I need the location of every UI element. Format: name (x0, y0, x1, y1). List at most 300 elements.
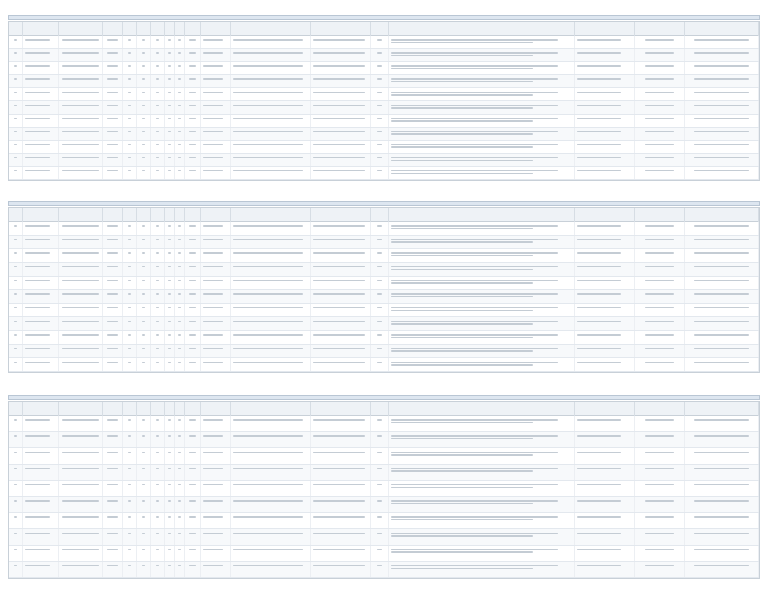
column-header (185, 208, 201, 222)
text-placeholder (391, 241, 533, 242)
text-placeholder (391, 503, 533, 504)
table-cell (175, 529, 185, 544)
table-cell (311, 141, 371, 153)
table-cell (311, 529, 371, 544)
table-cell (635, 432, 685, 447)
table-cell (175, 277, 185, 290)
text-placeholder (128, 118, 132, 119)
table-cell (685, 432, 759, 447)
table-cell (231, 101, 311, 113)
text-placeholder (203, 52, 223, 53)
text-placeholder (156, 549, 160, 550)
table-cell (201, 236, 231, 249)
text-placeholder (694, 39, 749, 40)
table-cell (575, 115, 635, 127)
table-cell (9, 416, 23, 431)
column-header (151, 208, 165, 222)
text-placeholder (156, 321, 160, 322)
table-cell (59, 304, 103, 317)
text-placeholder (694, 348, 749, 349)
table-cell (575, 546, 635, 561)
table-cell (123, 465, 137, 480)
table-cell (151, 416, 165, 431)
text-placeholder (178, 549, 180, 550)
text-placeholder (391, 419, 558, 420)
text-placeholder (25, 500, 50, 501)
table-cell (123, 448, 137, 463)
column-header (123, 208, 137, 222)
column-header (175, 402, 185, 416)
table-cell (165, 529, 175, 544)
table-cell (59, 222, 103, 235)
table-cell (231, 75, 311, 87)
text-placeholder (391, 52, 558, 53)
table-cell (231, 465, 311, 480)
text-placeholder (62, 549, 100, 550)
table-row[interactable] (9, 416, 759, 432)
text-placeholder (168, 435, 170, 436)
table-cell (165, 236, 175, 249)
table-header (9, 208, 759, 222)
table-row[interactable] (9, 529, 759, 545)
table-row[interactable] (9, 465, 759, 481)
table-row[interactable] (9, 290, 759, 304)
table-cell (185, 317, 201, 330)
table-cell (151, 141, 165, 153)
table-cell (9, 249, 23, 262)
table-row[interactable] (9, 481, 759, 497)
text-placeholder (233, 170, 303, 171)
table-cell (635, 101, 685, 113)
text-placeholder (128, 239, 132, 240)
text-placeholder (377, 321, 382, 322)
table-cell (311, 88, 371, 100)
text-placeholder (203, 252, 223, 253)
text-placeholder (25, 252, 50, 253)
text-placeholder (645, 239, 673, 240)
table-cell (185, 529, 201, 544)
table-cell (231, 416, 311, 431)
text-placeholder (189, 280, 197, 281)
table-cell (151, 154, 165, 166)
table-cell (137, 277, 151, 290)
table-row[interactable] (9, 432, 759, 448)
text-placeholder (156, 468, 160, 469)
table-cell (165, 75, 175, 87)
text-placeholder (168, 500, 170, 501)
text-placeholder (189, 65, 197, 66)
text-placeholder (142, 533, 146, 534)
table-cell (9, 263, 23, 276)
text-placeholder (577, 266, 621, 267)
table-row[interactable] (9, 36, 759, 49)
table-cell (311, 154, 371, 166)
text-placeholder (107, 533, 117, 534)
text-placeholder (203, 549, 223, 550)
table-cell (165, 115, 175, 127)
text-placeholder (128, 516, 132, 517)
text-placeholder (168, 170, 170, 171)
text-placeholder (14, 52, 18, 53)
text-placeholder (107, 239, 117, 240)
table-cell (165, 101, 175, 113)
text-placeholder (203, 39, 223, 40)
table-cell (575, 62, 635, 74)
text-placeholder (203, 266, 223, 267)
table-cell (151, 497, 165, 512)
text-placeholder (14, 348, 18, 349)
table-cell (123, 481, 137, 496)
text-placeholder (178, 565, 180, 566)
text-placeholder (577, 92, 621, 93)
text-placeholder (203, 293, 223, 294)
text-placeholder (168, 348, 170, 349)
text-placeholder (178, 468, 180, 469)
table-cell (59, 141, 103, 153)
text-placeholder (391, 160, 533, 161)
text-placeholder (391, 78, 558, 79)
table-cell (635, 562, 685, 577)
text-placeholder (189, 131, 197, 132)
text-placeholder (391, 321, 558, 322)
table-cell (103, 317, 123, 330)
table-cell (185, 416, 201, 431)
text-placeholder (128, 549, 132, 550)
text-placeholder (62, 533, 100, 534)
table-cell (185, 290, 201, 303)
text-placeholder (107, 280, 117, 281)
text-placeholder (233, 239, 303, 240)
section-band (8, 201, 760, 206)
text-placeholder (178, 516, 180, 517)
table-cell (635, 167, 685, 179)
text-placeholder (168, 419, 170, 420)
text-placeholder (577, 435, 621, 436)
text-placeholder (577, 225, 621, 226)
text-placeholder (313, 225, 365, 226)
text-placeholder (645, 516, 673, 517)
table-cell (151, 432, 165, 447)
table-row[interactable] (9, 49, 759, 62)
text-placeholder (391, 282, 533, 283)
table-cell (165, 465, 175, 480)
text-placeholder (391, 92, 558, 93)
text-placeholder (577, 307, 621, 308)
table-row[interactable] (9, 249, 759, 263)
text-placeholder (156, 65, 160, 66)
text-placeholder (107, 307, 117, 308)
text-placeholder (391, 120, 533, 121)
text-placeholder (107, 118, 117, 119)
table-cell (137, 290, 151, 303)
table-cell (151, 529, 165, 544)
table-row[interactable] (9, 222, 759, 236)
text-placeholder (694, 252, 749, 253)
table-cell (201, 331, 231, 344)
table-cell (123, 529, 137, 544)
table-row[interactable] (9, 263, 759, 277)
table-cell (389, 497, 575, 512)
text-placeholder (156, 39, 160, 40)
table-row[interactable] (9, 331, 759, 345)
table-row[interactable] (9, 141, 759, 154)
table-cell (389, 345, 575, 358)
table-cell (311, 304, 371, 317)
table-cell (635, 222, 685, 235)
table-cell (231, 141, 311, 153)
table-cell (175, 236, 185, 249)
text-placeholder (377, 225, 382, 226)
table-cell (123, 101, 137, 113)
text-placeholder (233, 321, 303, 322)
table-cell (389, 331, 575, 344)
table-cell (9, 331, 23, 344)
text-placeholder (25, 144, 50, 145)
text-placeholder (233, 144, 303, 145)
text-placeholder (577, 131, 621, 132)
table-cell (201, 101, 231, 113)
text-placeholder (377, 157, 382, 158)
text-placeholder (313, 170, 365, 171)
text-placeholder (577, 52, 621, 53)
table-cell (59, 546, 103, 561)
table-cell (201, 62, 231, 74)
table-row[interactable] (9, 358, 759, 372)
table-cell (137, 263, 151, 276)
text-placeholder (391, 334, 558, 335)
table-cell (137, 88, 151, 100)
column-header (371, 402, 389, 416)
table-cell (151, 36, 165, 48)
table-row[interactable] (9, 277, 759, 291)
table-cell (575, 562, 635, 577)
table-row[interactable] (9, 513, 759, 529)
table-row[interactable] (9, 304, 759, 318)
text-placeholder (391, 551, 533, 552)
table-cell (103, 115, 123, 127)
table-cell (231, 62, 311, 74)
table-row[interactable] (9, 562, 759, 578)
table-cell (123, 49, 137, 61)
table-cell (389, 36, 575, 48)
table-cell (311, 290, 371, 303)
text-placeholder (645, 170, 673, 171)
text-placeholder (313, 157, 365, 158)
table-cell (231, 154, 311, 166)
text-placeholder (62, 435, 100, 436)
text-placeholder (313, 105, 365, 106)
table-cell (151, 49, 165, 61)
column-header (23, 22, 59, 36)
table-cell (151, 331, 165, 344)
column-header (389, 22, 575, 36)
table-cell (185, 345, 201, 358)
table-cell (311, 62, 371, 74)
table-cell (185, 36, 201, 48)
table-cell (575, 331, 635, 344)
text-placeholder (189, 39, 197, 40)
column-header (635, 22, 685, 36)
text-placeholder (14, 39, 18, 40)
table-cell (175, 88, 185, 100)
text-placeholder (645, 92, 673, 93)
table-cell (685, 448, 759, 463)
table-cell (137, 513, 151, 528)
text-placeholder (168, 52, 170, 53)
table-row[interactable] (9, 317, 759, 331)
table-cell (103, 141, 123, 153)
text-placeholder (391, 173, 533, 174)
text-placeholder (142, 348, 146, 349)
table-cell (201, 432, 231, 447)
table-cell (175, 416, 185, 431)
column-header (635, 402, 685, 416)
text-placeholder (313, 252, 365, 253)
table-cell (165, 277, 175, 290)
text-placeholder (391, 519, 533, 520)
text-placeholder (189, 419, 197, 420)
text-placeholder (142, 157, 146, 158)
table-cell (137, 115, 151, 127)
text-placeholder (168, 280, 170, 281)
text-placeholder (694, 65, 749, 66)
table-cell (685, 465, 759, 480)
text-placeholder (25, 131, 50, 132)
table-row[interactable] (9, 154, 759, 167)
text-placeholder (391, 348, 558, 349)
table-row[interactable] (9, 101, 759, 114)
table-cell (23, 513, 59, 528)
table-row[interactable] (9, 62, 759, 75)
table-cell (371, 249, 389, 262)
table-cell (165, 154, 175, 166)
text-placeholder (313, 39, 365, 40)
section-band (8, 15, 760, 20)
text-placeholder (168, 533, 170, 534)
text-placeholder (233, 500, 303, 501)
text-placeholder (391, 118, 558, 119)
text-placeholder (377, 252, 382, 253)
table-cell (137, 432, 151, 447)
table-cell (635, 263, 685, 276)
table-cell (123, 432, 137, 447)
text-placeholder (156, 293, 160, 294)
text-placeholder (25, 266, 50, 267)
table-cell (635, 290, 685, 303)
table-cell (23, 128, 59, 140)
text-placeholder (178, 321, 180, 322)
table-cell (231, 432, 311, 447)
text-placeholder (107, 549, 117, 550)
text-placeholder (14, 157, 18, 158)
table-cell (231, 36, 311, 48)
table-row[interactable] (9, 88, 759, 101)
table-row[interactable] (9, 448, 759, 464)
section-title (8, 384, 208, 394)
table-cell (137, 128, 151, 140)
table-cell (137, 236, 151, 249)
table-cell (575, 277, 635, 290)
table-cell (175, 49, 185, 61)
table-cell (137, 497, 151, 512)
table-cell (9, 154, 23, 166)
table-cell (311, 448, 371, 463)
table-cell (123, 317, 137, 330)
text-placeholder (203, 105, 223, 106)
table-row[interactable] (9, 236, 759, 250)
table-row[interactable] (9, 167, 759, 180)
table-cell (635, 36, 685, 48)
text-placeholder (62, 92, 100, 93)
text-placeholder (203, 484, 223, 485)
text-placeholder (645, 484, 673, 485)
column-header (311, 208, 371, 222)
text-placeholder (156, 52, 160, 53)
text-placeholder (391, 435, 558, 436)
text-placeholder (233, 435, 303, 436)
table-cell (231, 277, 311, 290)
text-placeholder (203, 362, 223, 363)
text-placeholder (62, 131, 100, 132)
text-placeholder (62, 78, 100, 79)
table-row[interactable] (9, 546, 759, 562)
table-row[interactable] (9, 345, 759, 359)
table-row[interactable] (9, 128, 759, 141)
column-header (311, 402, 371, 416)
table-cell (9, 345, 23, 358)
text-placeholder (577, 239, 621, 240)
text-placeholder (25, 468, 50, 469)
table-row[interactable] (9, 497, 759, 513)
table-cell (201, 222, 231, 235)
table-cell (123, 497, 137, 512)
table-cell (231, 331, 311, 344)
text-placeholder (391, 252, 558, 253)
text-placeholder (694, 144, 749, 145)
text-placeholder (168, 252, 170, 253)
text-placeholder (142, 307, 146, 308)
text-placeholder (156, 225, 160, 226)
text-placeholder (168, 144, 170, 145)
text-placeholder (189, 549, 197, 550)
table-cell (23, 36, 59, 48)
table-cell (231, 88, 311, 100)
text-placeholder (189, 170, 197, 171)
table-cell (103, 249, 123, 262)
table-cell (311, 562, 371, 577)
text-placeholder (14, 321, 18, 322)
table-cell (185, 481, 201, 496)
text-placeholder (14, 500, 18, 501)
column-header (575, 402, 635, 416)
column-header (685, 22, 759, 36)
text-placeholder (577, 452, 621, 453)
table-cell (151, 115, 165, 127)
column-header (201, 22, 231, 36)
table-cell (9, 236, 23, 249)
text-placeholder (14, 334, 18, 335)
table-cell (201, 128, 231, 140)
table-row[interactable] (9, 115, 759, 128)
table-cell (23, 345, 59, 358)
table-row[interactable] (9, 75, 759, 88)
text-placeholder (189, 348, 197, 349)
table-cell (185, 497, 201, 512)
text-placeholder (156, 131, 160, 132)
text-placeholder (189, 334, 197, 335)
table-cell (575, 88, 635, 100)
table-cell (23, 236, 59, 249)
